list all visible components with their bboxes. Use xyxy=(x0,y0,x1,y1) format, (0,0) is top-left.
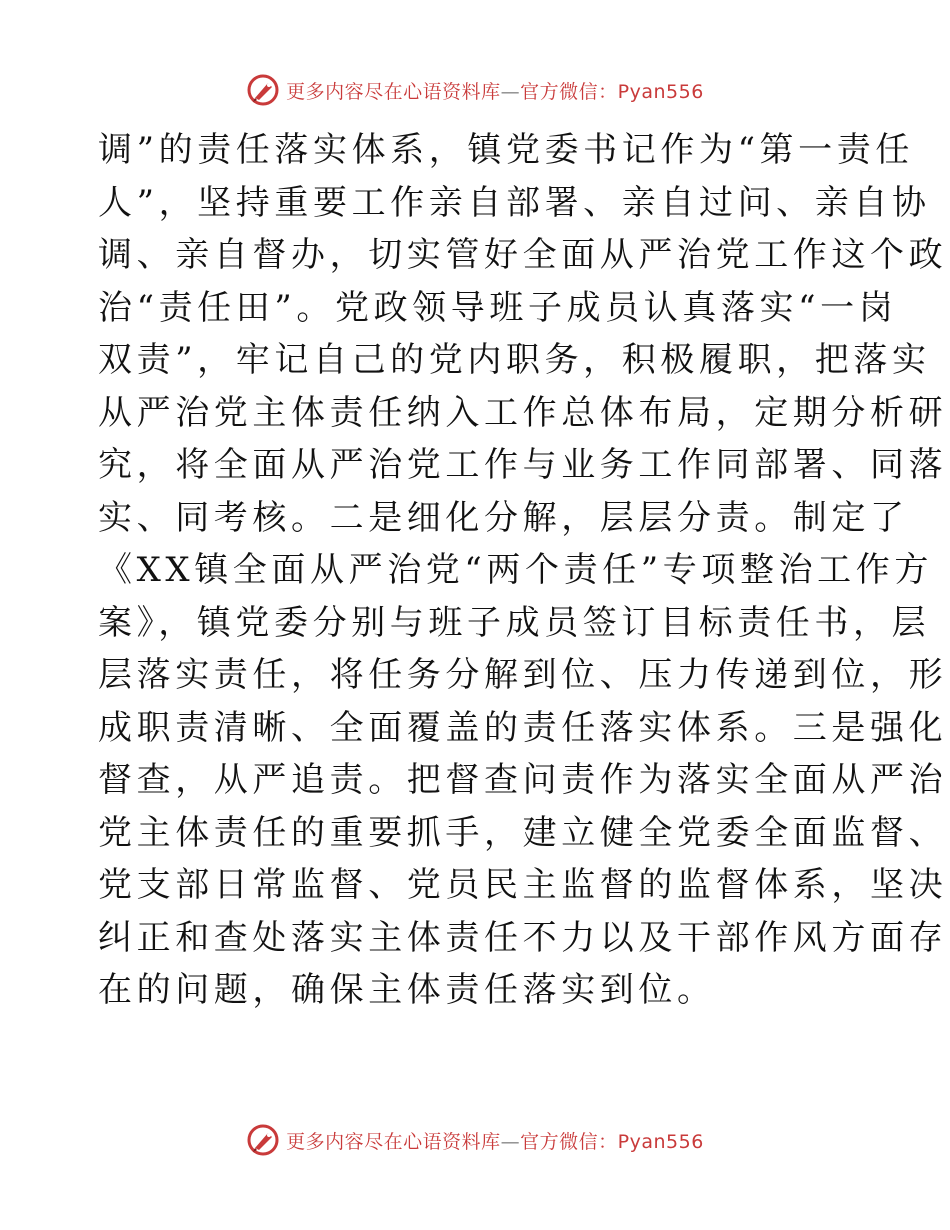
body-line: 治“责任田”。党政领导班子成员认真落实“一岗 xyxy=(98,287,898,328)
body-line: 党支部日常监督、党员民主监督的监督体系，坚决 xyxy=(98,865,948,905)
watermark-separator: — xyxy=(500,80,521,103)
watermark-site: 更多内容尽在心语资料库 xyxy=(286,1130,501,1153)
watermark-text xyxy=(286,77,704,104)
body-line: 纠正和查处落实主体责任不力以及干部作风方面存 xyxy=(98,917,948,958)
body-line: 人”，坚持重要工作亲自部署、亲自过问、亲自协 xyxy=(98,182,931,223)
body-line: 党主体责任的重要抓手，建立健全党委全面监督、 xyxy=(98,812,948,853)
body-line: 实、同考核。二是细化分解，层层分责。制定了 xyxy=(98,497,909,538)
pen-nib-logo-icon xyxy=(246,73,280,107)
body-line: 成职责清晰、全面覆盖的责任落实体系。三是强化 xyxy=(98,707,948,748)
header-watermark xyxy=(0,72,950,108)
body-line: 在的问题，确保主体责任落实到位。 xyxy=(98,970,716,1010)
body-line: 究，将全面从严治党工作与业务工作同部署、同落 xyxy=(98,445,948,485)
body-line: 调、亲自督办，切实管好全面从严治党工作这个政 xyxy=(98,235,948,275)
body-line: 《XX镇全面从严治党“两个责任”专项整治工作方 xyxy=(98,550,933,590)
body-line: 从严治党主体责任纳入工作总体布局，定期分析研 xyxy=(98,392,948,433)
body-line: 双责”，牢记自己的党内职务，积极履职，把落实 xyxy=(98,340,931,380)
watermark-wechat: 官方微信：Pyan556 xyxy=(520,80,704,103)
watermark-separator: — xyxy=(500,1130,521,1153)
watermark-site: 更多内容尽在心语资料库 xyxy=(286,80,501,103)
body-line: 案》，镇党委分别与班子成员签订目标责任书，层 xyxy=(98,602,931,643)
footer-watermark xyxy=(0,1122,950,1158)
body-line: 调”的责任落实体系，镇党委书记作为“第一责任 xyxy=(98,130,914,170)
body-line: 督查，从严追责。把督查问责作为落实全面从严治 xyxy=(98,760,948,800)
watermark-wechat: 官方微信：Pyan556 xyxy=(520,1130,704,1153)
pen-nib-logo-icon xyxy=(246,1123,280,1157)
body-line: 层落实责任，将任务分解到位、压力传递到位，形 xyxy=(98,655,948,695)
watermark-text xyxy=(286,1127,704,1154)
document-body xyxy=(98,124,948,1017)
